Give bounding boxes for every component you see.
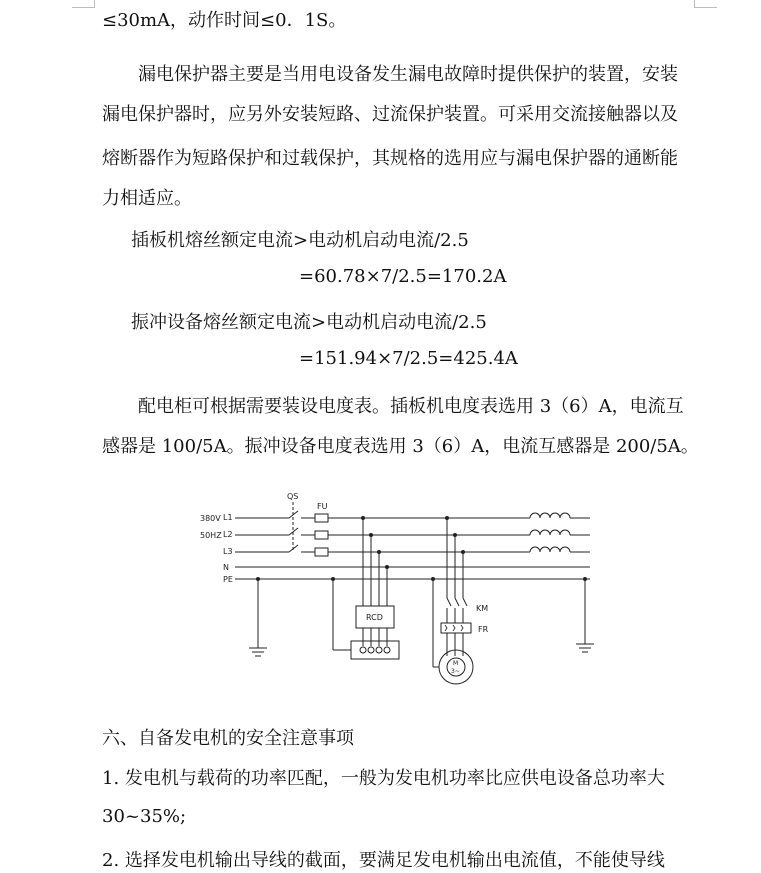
relay-label: FR <box>478 625 489 634</box>
contactor-label: KM <box>476 604 489 613</box>
line-label-l2: L2 <box>223 530 233 539</box>
frequency-label: 50HZ <box>200 531 222 540</box>
text-line: 配电柜可根据需要装设电度表。插板机电度表选用 3（6）A，电流互 <box>138 396 684 417</box>
text-line: 力相适应。 <box>102 188 192 209</box>
fuse-label: FU <box>317 502 328 511</box>
text-line: 感器是 100/5A。振冲设备电度表选用 3（6）A，电流互感器是 200/5A。 <box>102 436 699 457</box>
formula-line: 振冲设备熔丝额定电流>电动机启动电流/2.5 <box>131 312 487 333</box>
list-item: 1. 发电机与载荷的功率匹配，一般为发电机功率比应供电设备总功率大 <box>102 768 665 789</box>
motor-label: M <box>453 660 459 667</box>
formula-line: =151.94×7/2.5=425.4A <box>299 348 518 369</box>
text-line: ≤30mA，动作时间≤0．1S。 <box>102 10 347 31</box>
rcd-label: RCD <box>366 613 383 622</box>
text-line: 漏电保护器时，应另外安装短路、过流保护装置。可采用交流接触器以及 <box>102 104 678 125</box>
line-label-n: N <box>223 563 229 572</box>
voltage-label: 380V <box>200 514 221 523</box>
list-item: 2. 选择发电机输出导线的截面，要满足发电机输出电流值，不能使导线 <box>102 850 665 871</box>
page-corner-mark-right <box>694 0 717 8</box>
list-item-continuation: 30~35%; <box>102 806 187 827</box>
formula-line: =60.78×7/2.5=170.2A <box>299 266 507 287</box>
line-label-l1: L1 <box>223 513 233 522</box>
line-label-l3: L3 <box>223 547 233 556</box>
line-label-pe: PE <box>223 575 233 584</box>
section-heading: 六、自备发电机的安全注意事项 <box>102 728 354 749</box>
motor-phase-label: 3~ <box>451 668 460 675</box>
text-line: 漏电保护器主要是当用电设备发生漏电故障时提供保护的装置，安装 <box>138 64 678 85</box>
text-line: 熔断器作为短路保护和过载保护，其规格的选用应与漏电保护器的通断能 <box>102 148 678 169</box>
switch-label: QS <box>287 492 299 501</box>
page-corner-mark-left <box>72 0 95 8</box>
formula-line: 插板机熔丝额定电流>电动机启动电流/2.5 <box>131 230 469 251</box>
wiring-diagram <box>190 488 610 688</box>
